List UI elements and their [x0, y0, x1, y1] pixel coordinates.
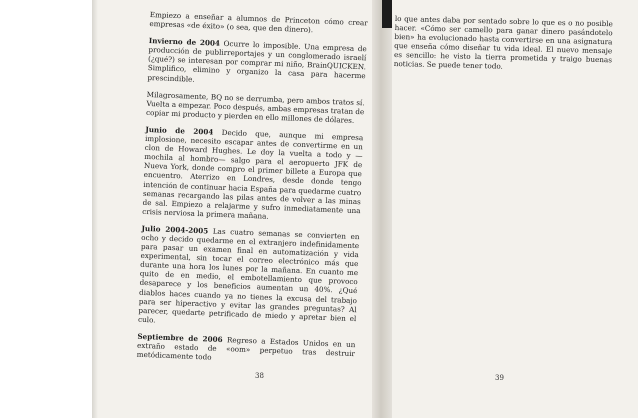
entry-paragraph	[137, 332, 356, 368]
entry-text: Milagrosamente, BQ no se derrumba, pero ambos tratos sí. Vuelta a empezar. Poco después, ambas empresas tratan de copiar mi producto y pierden en ello millones de dólares.	[145, 89, 365, 125]
binding-shadow	[382, 0, 392, 28]
page-edge-shadow	[92, 0, 98, 418]
entry-date: Julio 2004-2005	[141, 223, 209, 236]
entry-paragraph	[138, 224, 360, 332]
left-page-number: 38	[255, 372, 264, 380]
entry-text: Ocurre lo imposible. Una empresa de producción de publirreportajes y un conglomerado israelí (¿qué?) se interesan por comprar mi niño, BrainQUICKEN. Simplifico, elimino y organizo la casa para hacerme prescindible.	[147, 39, 367, 84]
entry-date: Junio de 2004	[145, 124, 214, 137]
entry-paragraph	[146, 90, 365, 126]
entry-text: Regreso a Estados Unidos en un extraño estado de «oom» perpetuo tras destruir metódicamente todo	[136, 335, 356, 362]
right-page-number: 39	[495, 374, 504, 382]
intro-paragraph: Empiezo a enseñar a alumnos de Princeton cómo crear empresas «de éxito» (o sea, que den dinero).	[149, 10, 368, 35]
entry-paragraph	[147, 36, 367, 90]
entry-date: Invierno de 2004	[148, 36, 221, 48]
book-gutter	[372, 0, 392, 418]
entry-text: Decido que, aunque mi empresa implosione, necesito escapar antes de convertirme en un clon de Howard Hughes. Le doy la vuelta a todo y —mochila al hombro— salgo para el aeropuerto JFK de Nueva York, donde compro el primer billete a Europa que encuentro. Aterrizo en Londres, desde donde tengo intención de continuar hacia España para quedarme cuatro semanas recargando las pilas antes de volver a las minas de sal. Empiezo a relajarme y sufro inmediatamente una crisis nerviosa la primera mañana.	[142, 127, 364, 221]
left-page	[136, 10, 368, 375]
entry-text: Las cuatro semanas se convierten en ocho y decido quedarme en el extranjero indefinidamente para pasar un examen final en automatización y vida experimental, sin tocar el correo electrónico más que durante una hora los lunes por la mañana. En cuanto me quito de en medio, el embotellamiento que provoco desaparece y los beneficios aumentan un 40%. ¿Qué diablos haces cuando ya no tienes la excusa del trabajo para ser hiperactivo y evitar las grandes preguntas? Al parecer, quedarte petrificado de miedo y apretar bien el culo.	[137, 226, 360, 325]
entry-date: Septiembre de 2006	[137, 331, 223, 344]
right-page	[393, 14, 612, 82]
entry-paragraph	[142, 125, 363, 224]
paragraph: lo que antes daba por sentado sobre lo que es o no posible hacer. «Cómo ser camello para ganar dinero pasándotelo bien» ha evolucionado hasta convertirse en una asignatura que enseña cómo diseñar tu vida ideal. El nuevo mensaje es sencillo: he visto la tierra prometida y traigo buenas noticias. Se puede tener todo.	[393, 14, 613, 72]
